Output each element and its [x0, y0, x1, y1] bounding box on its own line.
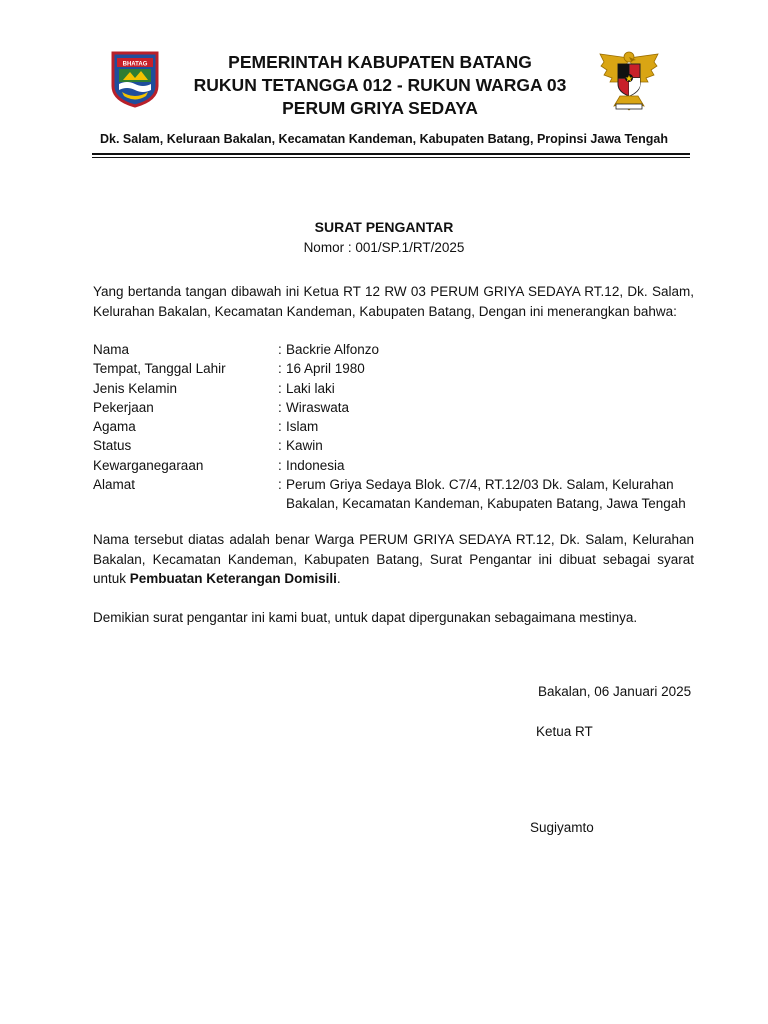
document-number: Nomor : 001/SP.1/RT/2025: [303, 240, 465, 255]
letterhead-government: PEMERINTAH KABUPATEN BATANG: [228, 52, 532, 72]
field-value: Indonesia: [286, 457, 345, 473]
field-label: Jenis Kelamin: [93, 380, 178, 396]
body-end: .: [336, 571, 341, 586]
document-title: SURAT PENGANTAR: [314, 219, 454, 235]
letterhead-address: Dk. Salam, Keluraan Bakalan, Kecamatan Kandeman, Kabupaten Batang, Propinsi Jawa Tengah: [100, 132, 668, 146]
field-colon: :: [278, 342, 282, 357]
field-value: Backrie Alfonzo: [286, 342, 380, 357]
field-colon: :: [278, 399, 282, 415]
letterhead-rule-thick: [92, 153, 690, 155]
field-row-occupation: [93, 398, 703, 417]
field-row-address: [93, 475, 703, 514]
field-value: Wiraswata: [286, 399, 350, 415]
field-label: Status: [93, 438, 132, 454]
field-row-nama: [93, 340, 703, 359]
intro-paragraph: Yang bertanda tangan dibawah ini Ketua RT 12 RW 03 PERUM GRIYA SEDAYA RT.12, Dk. Salam, Kelurahan Bakalan, Kecamatan Kandeman, Kabupaten Batang, Dengan ini menerangkan bahwa:: [93, 284, 694, 319]
field-colon: :: [278, 477, 282, 493]
closing-paragraph: Demikian surat pengantar ini kami buat, untuk dapat dipergunakan sebagaimana mestinya.: [93, 610, 638, 625]
body-text: Nama tersebut diatas adalah benar Warga PERUM GRIYA SEDAYA RT.12, Dk. Salam, Kelurahan Bakalan, Kecamatan Kandeman, Kabupaten Batang, Surat Pengantar ini dibuat sebagai syarat untuk: [93, 532, 694, 586]
garuda-pancasila-icon: [598, 48, 660, 112]
field-value: Kawin: [286, 438, 323, 454]
field-row-birth: [93, 359, 703, 378]
letterhead: [170, 51, 590, 120]
field-colon: :: [278, 380, 282, 396]
signature-name: Sugiyamto: [530, 820, 594, 835]
kabupaten-batang-logo-icon: [110, 50, 160, 108]
field-colon: :: [278, 457, 282, 473]
field-row-gender: [93, 379, 703, 398]
field-label: Kewarganegaraan: [93, 457, 204, 473]
field-label: Alamat: [93, 477, 136, 493]
letterhead-housing: PERUM GRIYA SEDAYA: [282, 98, 478, 118]
field-value: Islam: [286, 419, 319, 435]
letterhead-rule-thin: [92, 157, 690, 158]
field-label: Pekerjaan: [93, 399, 154, 415]
field-label: Nama: [93, 342, 130, 357]
field-value: Perum Griya Sedaya Blok. C7/4, RT.12/03 Dk. Salam, Kelurahan Bakalan, Kecamatan Kandeman, Kabupaten Batang, Jawa Tengah: [286, 477, 686, 512]
field-row-citizenship: [93, 456, 703, 475]
field-colon: :: [278, 361, 282, 377]
signature-role: Ketua RT: [536, 724, 593, 739]
field-value: 16 April 1980: [286, 361, 365, 377]
field-colon: :: [278, 419, 282, 435]
field-label: Tempat, Tanggal Lahir: [93, 361, 226, 377]
purpose-text: Pembuatan Keterangan Domisili: [129, 571, 337, 586]
field-value: Laki laki: [286, 380, 335, 396]
logo-motto-text: BHATAG: [122, 61, 148, 68]
body-paragraph: [93, 530, 694, 589]
field-colon: :: [278, 438, 282, 454]
field-label: Agama: [93, 419, 136, 435]
letterhead-rt-rw: RUKUN TETANGGA 012 - RUKUN WARGA 03: [193, 75, 567, 95]
field-row-status: [93, 436, 703, 455]
signature-place-date: Bakalan, 06 Januari 2025: [538, 684, 692, 699]
identity-table: [93, 340, 703, 514]
field-row-religion: [93, 417, 703, 436]
